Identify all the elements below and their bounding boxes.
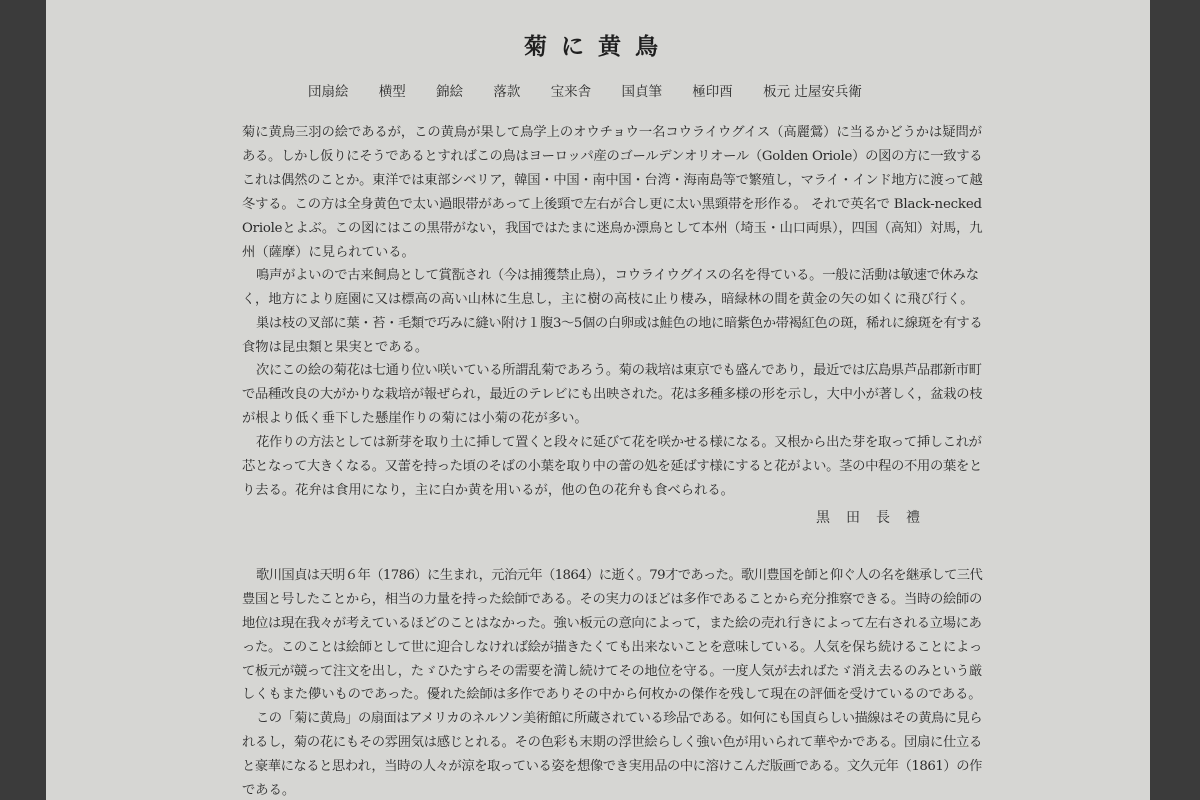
essay2-line: しくもまた儚いものであった。優れた絵師は多作でありその中から何枚かの傑作を残して現在の評価を受けているのである。 [242,687,982,702]
credit-studio: 宝来舎 [550,84,592,100]
essay1-line: 芯となって大きくなる。又蕾を持った頃のそばの小葉を取り中の蕾の処を延ばす様にすると花がよい。茎の中程の不用の葉をと [242,459,982,474]
credit-publisher: 板元 辻屋安兵衛 [763,84,862,100]
essay1-line: り去る。花弁は食用になり，主に白か黄を用いるが，他の色の花弁も食べられる。 [242,483,734,498]
essay2-line: と豪華になると思われ，当時の人々が涼を取っている姿を想像でき実用品の中に溶けこんだ版画である。文久元年（1861）の作 [242,759,982,774]
essay1-line: で品種改良の大がかりな栽培が報ぜられ，最近のテレビにも出映された。花は多種多様の形を示し，大中小が著しく，盆栽の枝 [242,387,983,402]
credit-signature-label: 落款 [493,84,521,100]
essay1-line: 食物は昆虫類と果実とである。 [242,340,429,355]
credit-seal: 極印酉 [692,84,733,100]
essay2-line: である。 [242,783,296,798]
essay2-line: 歌川国貞は天明６年（1786）に生まれ，元治元年（1864）に逝く。79才であった。歌川豊国を師と仰ぐ人の名を継承して三代 [256,568,983,583]
essay1-line: 巣は枝の叉部に葉・苔・毛類で巧みに縫い附け１腹3～5個の白卵或は鮭色の地に暗紫色か帯褐紅色の斑，稀れに線斑を有する [256,316,983,331]
credit-medium: 錦絵 [436,84,464,100]
essay2-line: った。このことは絵師として世に迎合しなければ絵が描きたくても出来ないことを意味している。人気を保ち続けることによっ [242,640,982,655]
essay1-line: 州（薩摩）に見られている。 [242,245,415,260]
essay1-line: が根より低く垂下した懸崖作りの菊には小菊の花が多い。 [242,411,588,426]
credit-format: 団扇絵 [308,84,349,100]
author-signature: 黒田長禮 [816,510,936,526]
essay1-line: 鳴声がよいので古来飼鳥として賞翫され（今は捕獲禁止鳥），コウライウグイスの名を得ている。一般に活動は敏速で休みな [256,268,979,283]
essay1-line: 次にこの絵の菊花は七通り位い咲いている所謂乱菊であろう。菊の栽培は東京でも盛んであり，最近では広島県芦品郡新市町 [256,363,982,378]
essay1-line: 花作りの方法としては新芽を取り土に挿して置くと段々に延びて花を咲かせる様になる。又根から出た芽を取って挿しこれが [256,435,982,450]
essay1-line: ある。しかし仮りにそうであるとすればこの鳥はヨーロッパ産のゴールデンオリオール（Golden Oriole）の図の方に一致する [242,149,983,164]
essay2-line: この「菊に黄鳥」の扇面はアメリカのネルソン美術館に所蔵されている珍品である。如何にも国貞らしい描線はその黄鳥に見ら [256,711,982,726]
essay2-line: 豊国と号したことから，相当の力量を持った絵師である。その実力のほどは多作であることから充分推察できる。当時の絵師の [242,592,982,607]
essay2-line: て板元が競って注文を出し，たゞひたすらその需要を満し続けてその地位を守る。一度人気が去ればたゞ消え去るのみという厳 [242,664,982,679]
essay1-line: 冬する。この方は全身黄色で太い過眼帯があって上後頸で左右が合し更に太い黒頸帯を形作る。 それで英名で Black-necked [242,197,982,212]
essay1-line: 菊に黄鳥三羽の絵であるが，この黄鳥が果して鳥学上のオウチョウ一名コウライウグイス（高麗鶯）に当るかどうかは疑問が [242,125,983,140]
credit-orientation: 横型 [378,84,406,100]
print-credits [308,80,862,100]
document-page [46,0,1150,800]
essay1-line: Orioleとよぶ。この図にはこの黒帯がない，我国ではたまに迷鳥か漂鳥として本州（埼玉・山口両県），四国（高知）対馬，九 [242,221,983,236]
essay2-line: れるし，菊の花にもその雰囲気は感じとれる。その色彩も末期の浮世絵らしく強い色が用いられて華やかである。団扇に仕立る [242,735,982,750]
credit-artist: 国貞筆 [621,84,662,100]
essay1-line: これは偶然のことか。東洋では東部シベリア，韓国・中国・南中国・台湾・海南島等で繁殖し，マライ・インド地方に渡って越 [242,173,983,188]
page-title: 菊に黄鳥 [524,33,672,60]
essay2-line: 地位は現在我々が考えているほどのことはなかった。強い板元の意向によって，また絵の売れ行きによって左右される立場にあ [242,616,982,631]
essay1-line: く，地方により庭園に又は標高の高い山林に生息し，主に樹の高枝に止り棲み，暗緑林の間を黄金の矢の如くに飛び行く。 [242,292,974,307]
